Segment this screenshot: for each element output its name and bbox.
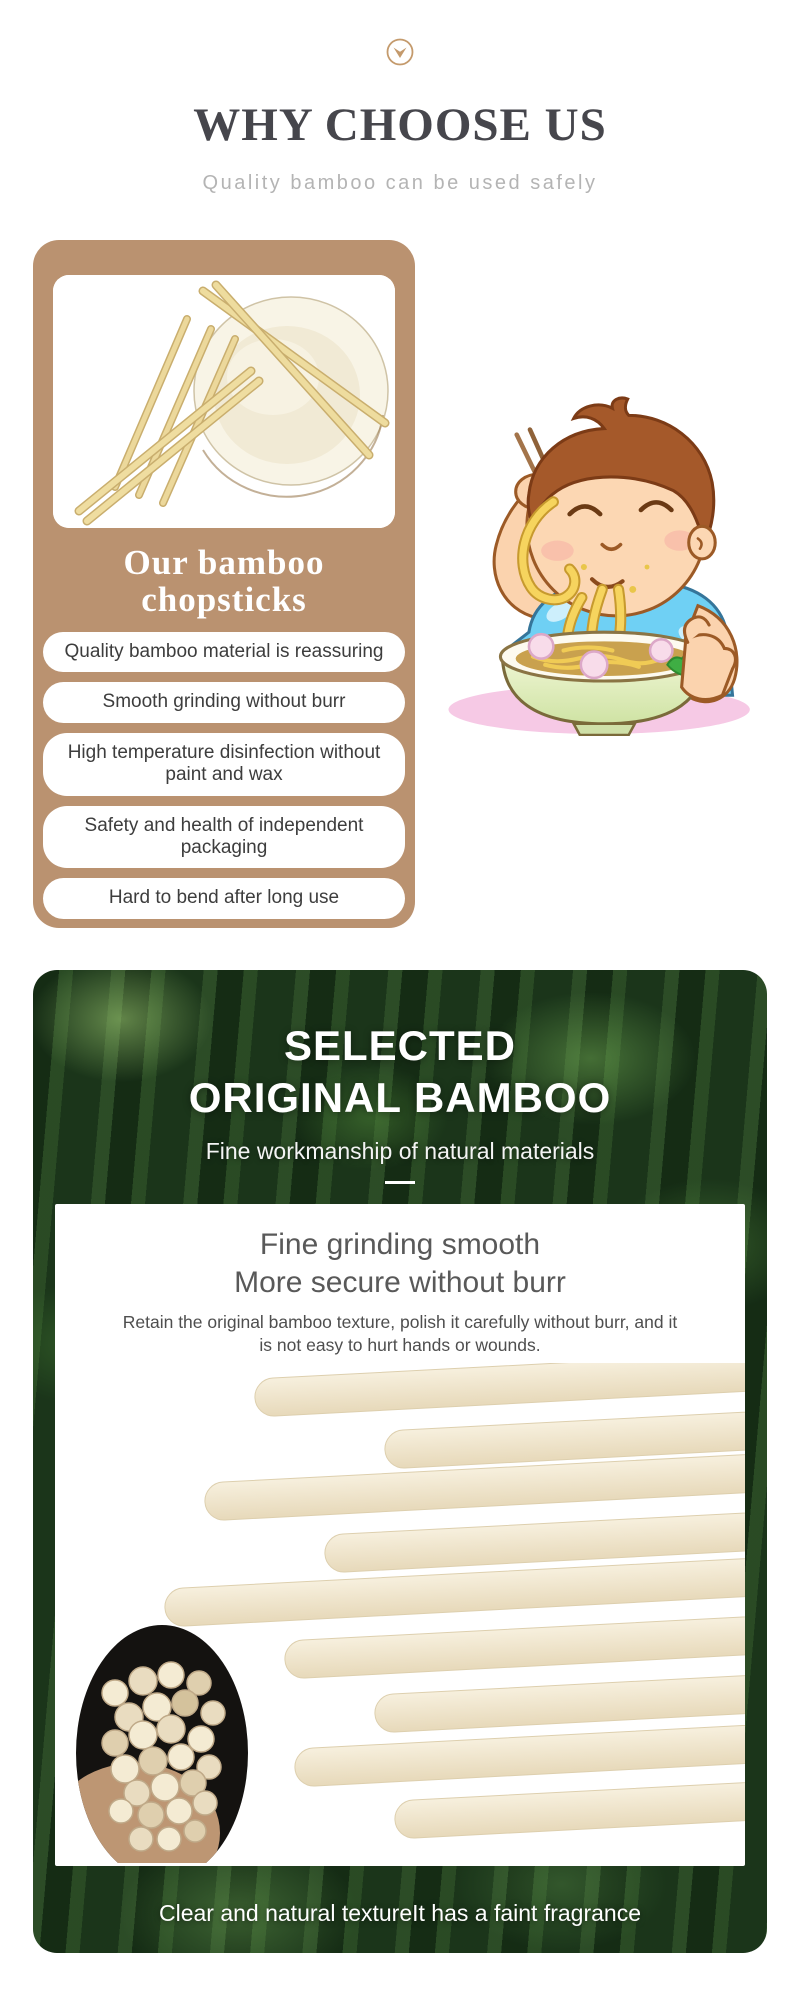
chopsticks-plate-photo (53, 275, 395, 528)
card-heading: Fine grinding smooth More secure without burr (234, 1228, 566, 1299)
page-subtitle: Quality bamboo can be used safely (202, 172, 598, 194)
section-title-line1: SELECTED (283, 1022, 517, 1069)
feature-pill: Hard to bend after long use (43, 878, 405, 918)
section-subtitle: Fine workmanship of natural materials (205, 1138, 595, 1164)
feature-pill: Safety and health of independent packaging (43, 806, 405, 869)
page-title: WHY CHOOSE US (193, 99, 607, 151)
section-caption: Clear and natural textureIt has a faint fragrance (158, 1900, 641, 1926)
feature-pill: High temperature disinfection without paint and wax (43, 733, 405, 796)
polished-chopsticks-photo (55, 1363, 745, 1863)
feature-pill: Quality bamboo material is reassuring (43, 632, 405, 672)
card-body-text: Retain the original bamboo texture, polish it carefully without burr, and it is not easy to hurt hands or wounds. (122, 1312, 678, 1356)
why-choose-us-card (33, 240, 415, 928)
feature-pill: Smooth grinding without burr (43, 682, 405, 722)
fine-grinding-card (55, 1204, 745, 1866)
why-card-heading: Our bamboo chopsticks (123, 543, 325, 620)
chevron-down-icon (386, 38, 414, 66)
divider-dash (385, 1181, 415, 1184)
selected-original-bamboo-section (33, 970, 767, 1953)
boy-eating-noodles-illustration (430, 396, 750, 736)
section-title-line2: ORIGINAL BAMBOO (188, 1074, 612, 1121)
